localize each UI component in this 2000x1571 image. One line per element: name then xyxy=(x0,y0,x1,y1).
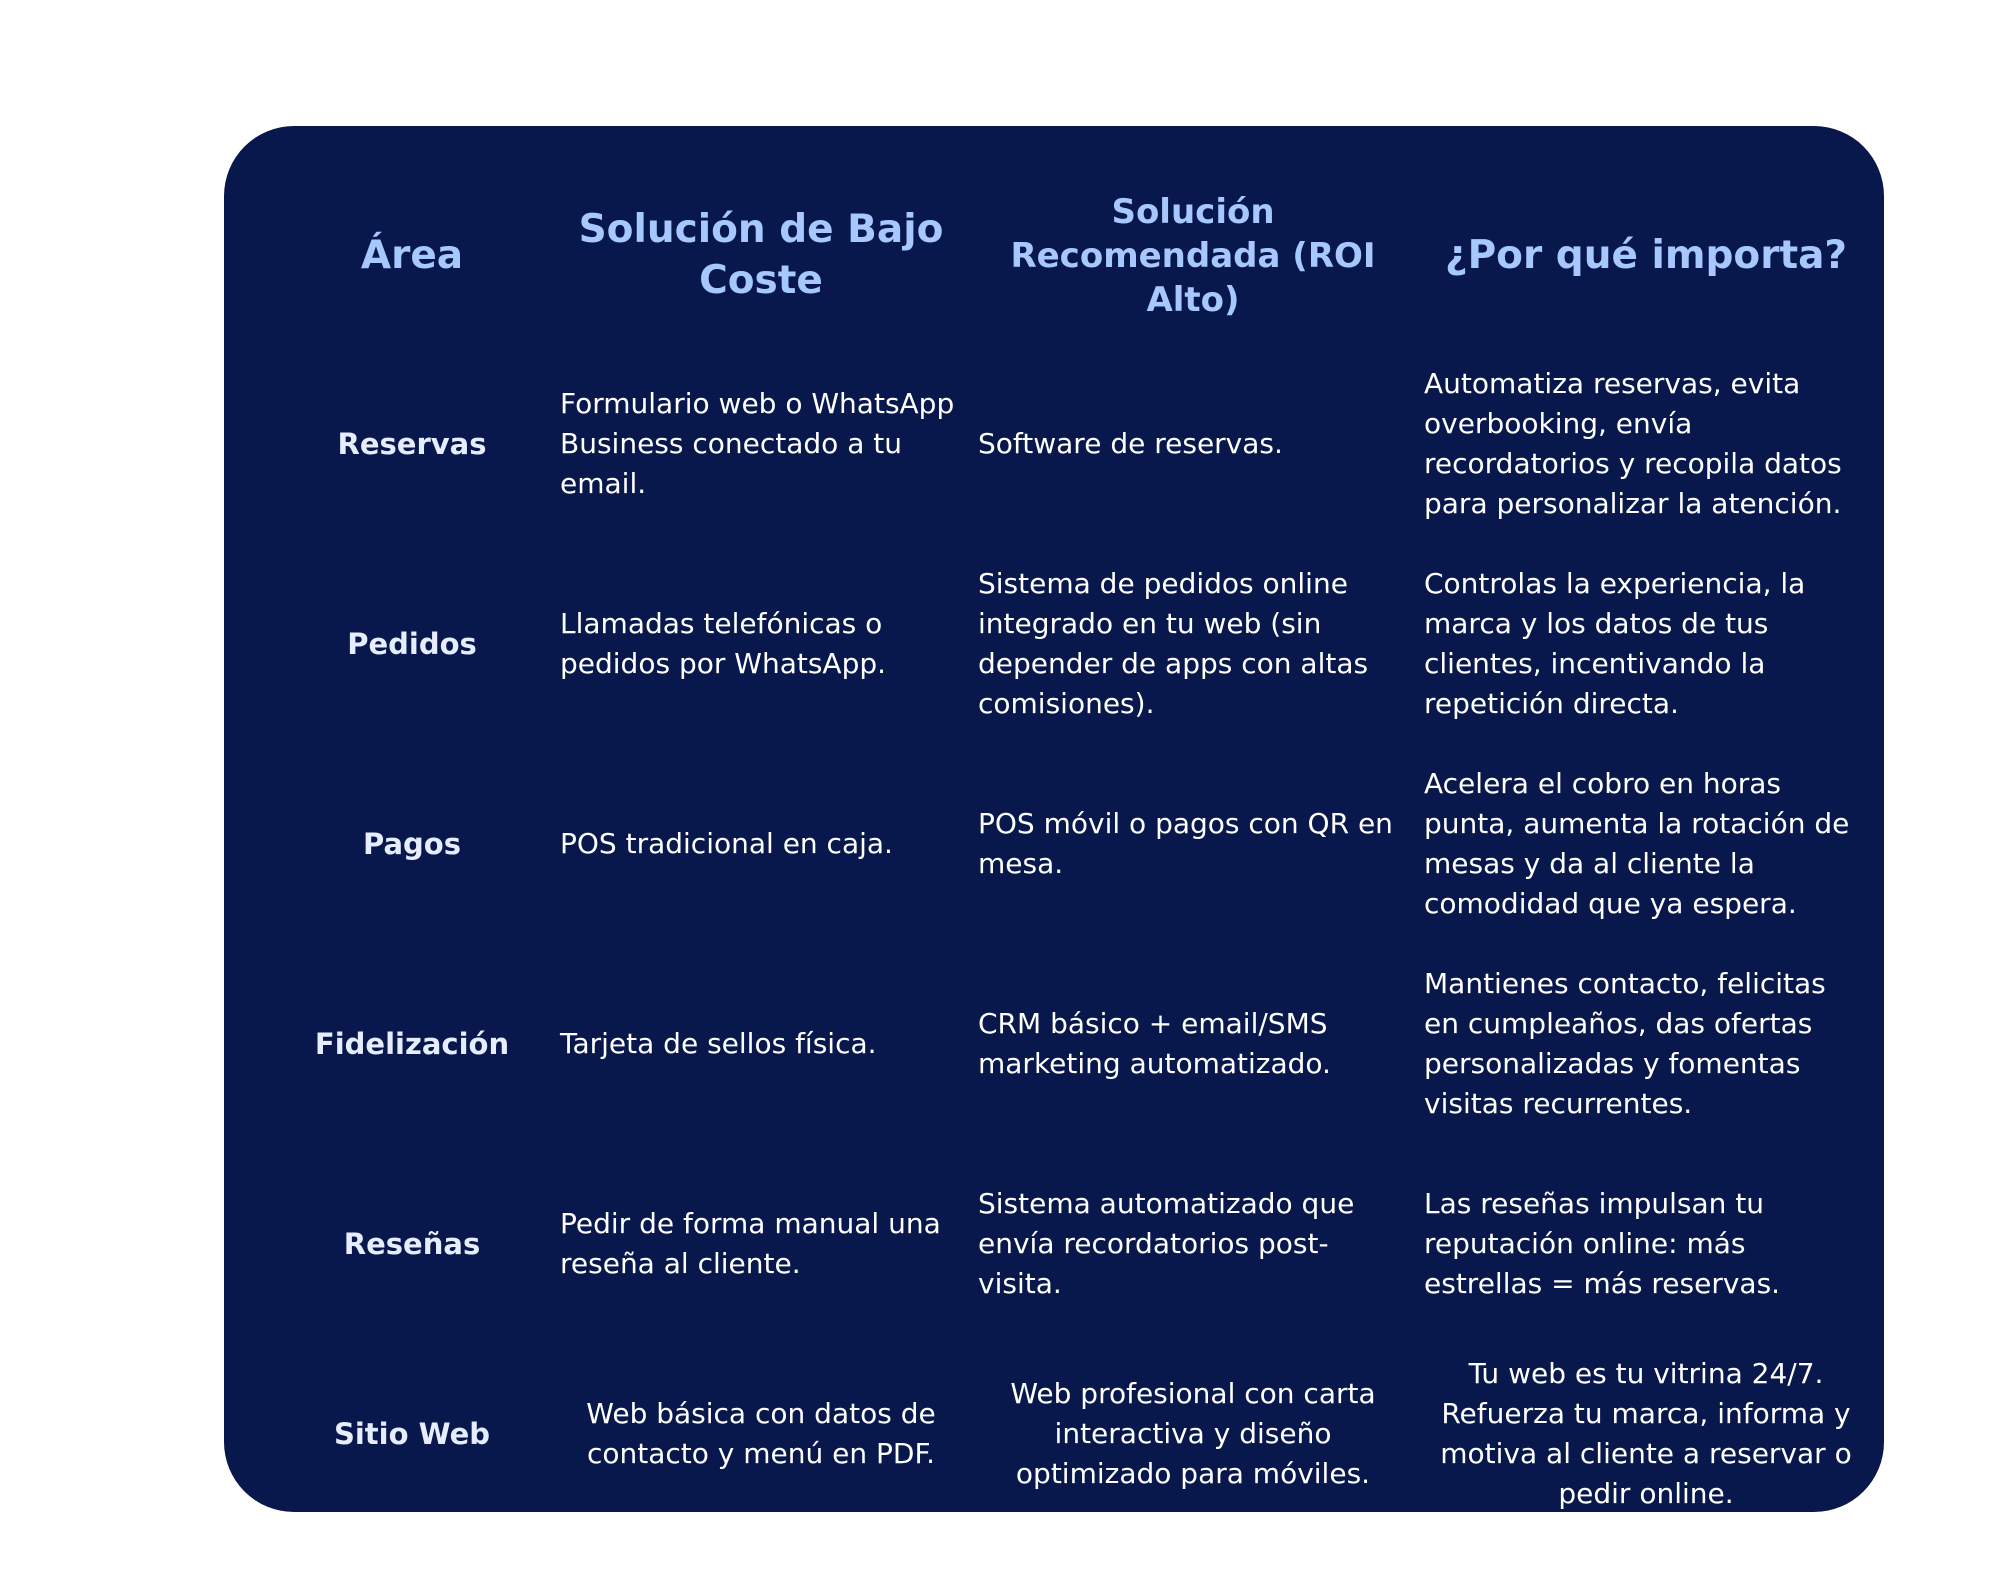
cell-why: Acelera el cobro en horas punta, aumenta la rotación de mesas y da al cliente la comodidad que ya espera. xyxy=(1424,767,1850,920)
header-area: Área xyxy=(360,232,464,278)
cell-recommended: Sistema de pedidos online integrado en tu web (sin depender de apps con altas comisiones). xyxy=(978,567,1369,720)
table-row xyxy=(272,1344,1876,1524)
cell-why: Mantienes contacto, felicitas en cumpleaños, das ofertas personalizadas y fomentas visitas recurrentes. xyxy=(1424,967,1826,1120)
comparison-table xyxy=(272,168,1876,1524)
cell-recommended: Sistema automatizado que envía recordatorios post-visita. xyxy=(978,1187,1355,1300)
table-row xyxy=(272,744,1876,944)
cell-low-cost: Pedir de forma manual una reseña al cliente. xyxy=(560,1207,941,1280)
cell-low-cost: Llamadas telefónicas o pedidos por WhatsApp. xyxy=(560,607,887,680)
cell-recommended: CRM básico + email/SMS marketing automatizado. xyxy=(978,1007,1331,1080)
cell-recommended: Web profesional con carta interactiva y diseño optimizado para móviles. xyxy=(1010,1377,1376,1490)
header-why: ¿Por qué importa? xyxy=(1444,232,1848,278)
table-row xyxy=(272,344,1876,544)
cell-area: Reseñas xyxy=(343,1227,481,1261)
cell-low-cost: POS tradicional en caja. xyxy=(560,827,893,860)
cell-why: Tu web es tu vitrina 24/7. Refuerza tu marca, informa y motiva al cliente a reservar o pedir online. xyxy=(1440,1357,1852,1510)
cell-recommended: Software de reservas. xyxy=(978,427,1283,460)
cell-area: Fidelización xyxy=(314,1027,510,1061)
header-recommended: Solución Recomendada (ROI Alto) xyxy=(1010,191,1376,321)
header-low-cost: Solución de Bajo Coste xyxy=(578,207,944,303)
table-row xyxy=(272,544,1876,744)
cell-why: Automatiza reservas, evita overbooking, envía recordatorios y recopila datos para personalizar la atención. xyxy=(1424,367,1842,520)
cell-recommended: POS móvil o pagos con QR en mesa. xyxy=(978,807,1393,880)
cell-low-cost: Web básica con datos de contacto y menú en PDF. xyxy=(586,1397,936,1470)
table-row xyxy=(272,1144,1876,1344)
cell-area: Pagos xyxy=(363,827,461,861)
cell-area: Reservas xyxy=(337,427,487,461)
cell-area: Sitio Web xyxy=(333,1417,491,1451)
table-row xyxy=(272,944,1876,1144)
cell-area: Pedidos xyxy=(347,627,477,661)
cell-low-cost: Formulario web o WhatsApp Business conectado a tu email. xyxy=(560,387,955,500)
comparison-panel xyxy=(224,126,1884,1512)
cell-why: Las reseñas impulsan tu reputación online: más estrellas = más reservas. xyxy=(1424,1187,1781,1300)
cell-why: Controlas la experiencia, la marca y los datos de tus clientes, incentivando la repetición directa. xyxy=(1424,567,1806,720)
header-row xyxy=(272,168,1876,344)
cell-low-cost: Tarjeta de sellos física. xyxy=(560,1027,877,1060)
